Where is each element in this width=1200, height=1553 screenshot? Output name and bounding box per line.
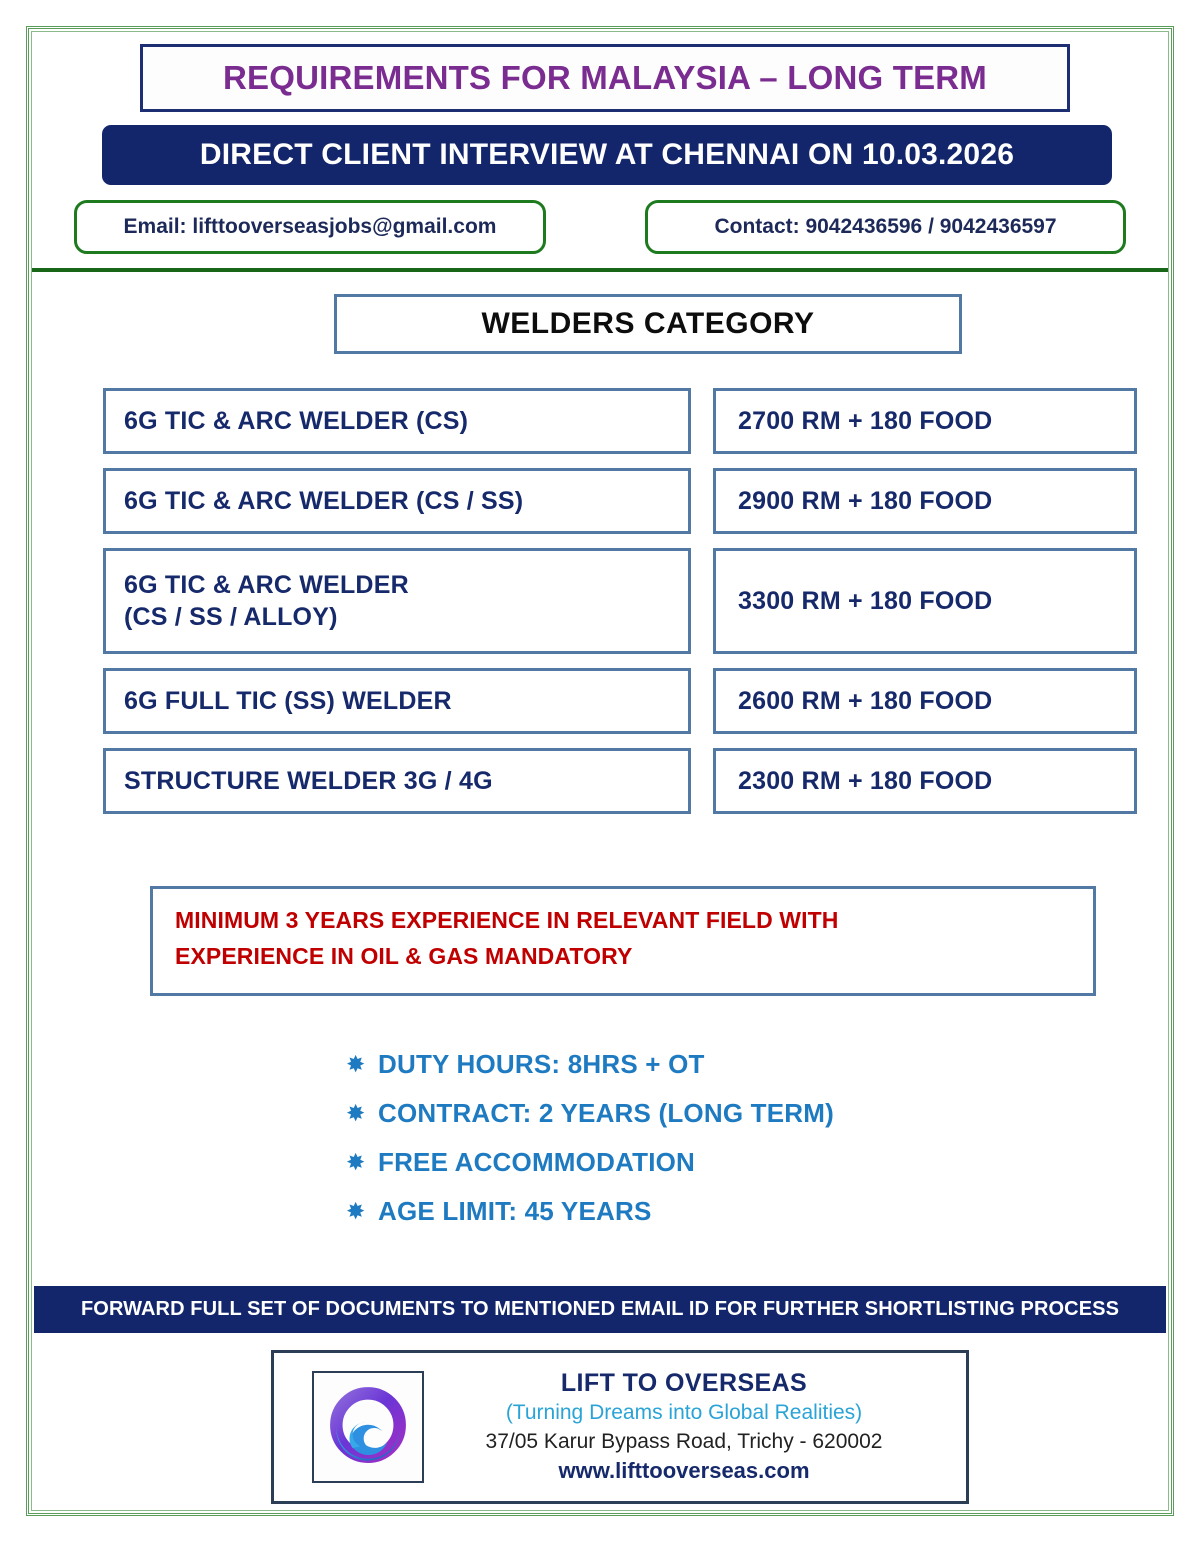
table-row: [0, 668, 1200, 734]
company-name: LIFT TO OVERSEAS: [560, 1369, 808, 1398]
star-bullet-icon: ✸: [346, 1051, 366, 1077]
job-pay-cell: [713, 548, 1137, 654]
job-pay-cell: [713, 468, 1137, 534]
job-role-text: 6G TIC & ARC WELDER (CS): [124, 407, 469, 435]
job-pay-text: 2300 RM + 180 FOOD: [738, 767, 993, 795]
experience-notice-box: [150, 886, 1096, 996]
list-item: [346, 1089, 1046, 1138]
swirl-wave-logo-icon: [320, 1379, 416, 1475]
job-role-line2: (CS / SS / ALLOY): [124, 603, 338, 631]
benefits-list: [346, 1040, 1046, 1236]
welders-category-label: WELDERS CATEGORY: [481, 307, 815, 340]
interview-banner-text: DIRECT CLIENT INTERVIEW AT CHENNAI ON 10.03.2026: [199, 138, 1015, 171]
header-section: [32, 32, 1168, 270]
experience-notice-line1: MINIMUM 3 YEARS EXPERIENCE IN RELEVANT FIELD WITH: [175, 907, 839, 933]
job-role-cell: [103, 548, 691, 654]
job-role-text: 6G FULL TIC (SS) WELDER: [124, 687, 452, 715]
table-row: [0, 748, 1200, 814]
benefit-label: DUTY HOURS: 8HRS + OT: [378, 1049, 705, 1079]
table-row: [0, 388, 1200, 454]
experience-notice-line2: EXPERIENCE IN OIL & GAS MANDATORY: [175, 942, 633, 969]
email-text: Email: lifttooverseasjobs@gmail.com: [123, 215, 497, 238]
company-website[interactable]: www.lifttooverseas.com: [558, 1458, 810, 1484]
job-pay-cell: [713, 388, 1137, 454]
jobs-table: [0, 388, 1200, 828]
documents-instruction-bar: [34, 1286, 1166, 1333]
job-role-text-multiline: [124, 569, 409, 633]
star-bullet-icon: ✸: [346, 1149, 366, 1175]
company-footer-box: [271, 1350, 969, 1504]
job-pay-text: 2600 RM + 180 FOOD: [738, 687, 993, 715]
job-role-line1: 6G TIC & ARC WELDER: [124, 571, 409, 599]
list-item: [346, 1040, 1046, 1089]
welders-category-box: [334, 294, 962, 354]
page-title: REQUIREMENTS FOR MALAYSIA – LONG TERM: [223, 59, 987, 96]
star-bullet-icon: ✸: [346, 1198, 366, 1224]
list-item: [346, 1187, 1046, 1236]
table-row: [0, 468, 1200, 534]
contact-row: [32, 200, 1168, 258]
documents-instruction-text: FORWARD FULL SET OF DOCUMENTS TO MENTIONED EMAIL ID FOR FURTHER SHORTLISTING PROCESS: [80, 1298, 1120, 1320]
benefit-label: CONTRACT: 2 YEARS (LONG TERM): [378, 1098, 834, 1128]
company-logo-frame: [312, 1371, 424, 1483]
job-pay-text: 2700 RM + 180 FOOD: [738, 407, 993, 435]
job-role-cell: [103, 668, 691, 734]
interview-banner: [102, 125, 1112, 185]
header-divider: [32, 268, 1168, 272]
job-pay-cell: [713, 748, 1137, 814]
job-role-text: STRUCTURE WELDER 3G / 4G: [124, 767, 493, 795]
benefit-label: AGE LIMIT: 45 YEARS: [378, 1196, 652, 1226]
company-details: [424, 1368, 966, 1486]
email-box[interactable]: [74, 200, 546, 254]
job-role-cell: [103, 388, 691, 454]
page-title-box: [140, 44, 1070, 112]
job-role-cell: [103, 468, 691, 534]
company-tagline: (Turning Dreams into Global Realities): [505, 1401, 863, 1425]
job-role-cell: [103, 748, 691, 814]
job-pay-text: 3300 RM + 180 FOOD: [738, 587, 993, 615]
phone-box[interactable]: [645, 200, 1126, 254]
job-pay-cell: [713, 668, 1137, 734]
star-bullet-icon: ✸: [346, 1100, 366, 1126]
job-role-text: 6G TIC & ARC WELDER (CS / SS): [124, 487, 524, 515]
phone-text: Contact: 9042436596 / 9042436597: [714, 215, 1057, 238]
table-row: [0, 548, 1200, 654]
job-pay-text: 2900 RM + 180 FOOD: [738, 487, 993, 515]
list-item: [346, 1138, 1046, 1187]
benefit-label: FREE ACCOMMODATION: [378, 1147, 696, 1177]
company-address: 37/05 Karur Bypass Road, Trichy - 620002: [485, 1429, 883, 1453]
